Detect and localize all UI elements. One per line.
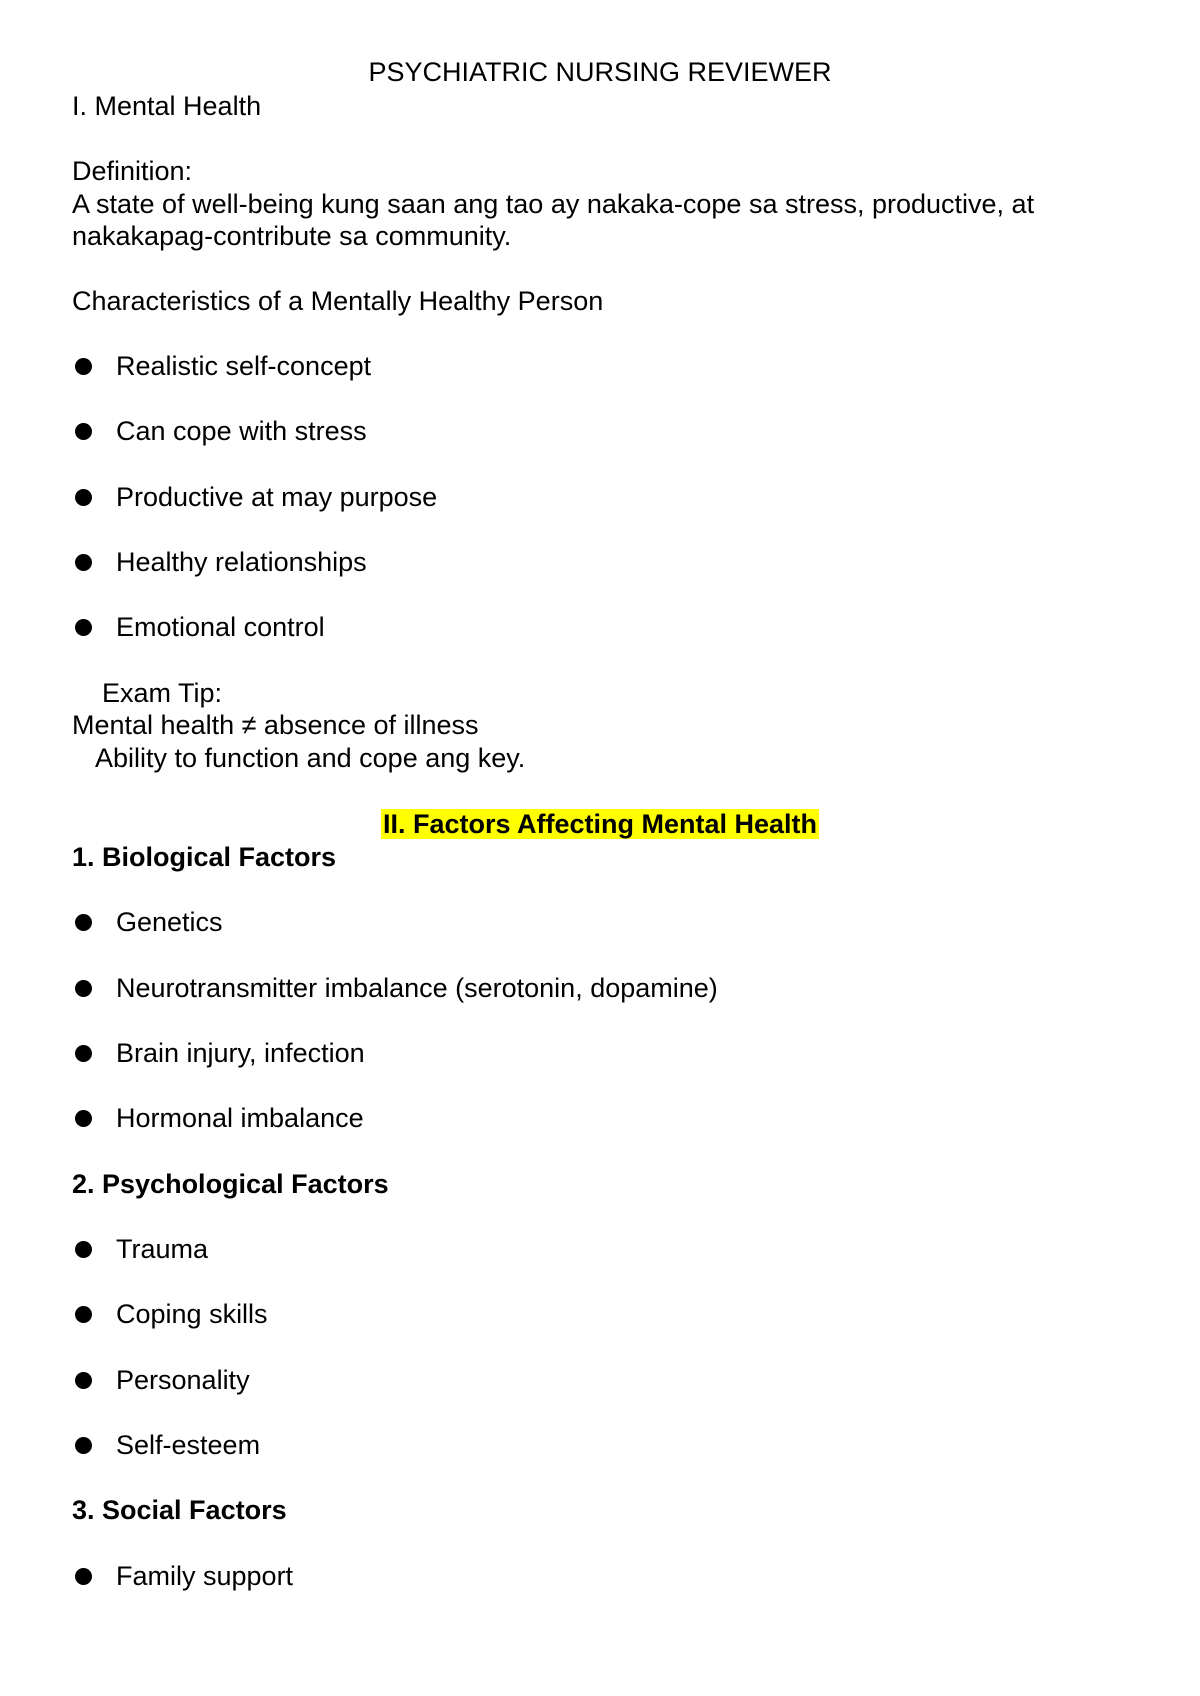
list-item [72, 1560, 293, 1592]
bullet-icon [75, 1045, 92, 1062]
list-item-text: Healthy relationships [116, 547, 367, 577]
social-factors-heading: 3. Social Factors [72, 1495, 287, 1525]
section-heading-factors [0, 808, 1200, 840]
list-item [72, 481, 437, 513]
psychological-factors-heading: 2. Psychological Factors [72, 1169, 389, 1199]
bullet-icon [75, 423, 92, 440]
list-item [72, 1298, 268, 1330]
list-item-text: Emotional control [116, 612, 325, 642]
list-item [72, 1037, 365, 1069]
list-item-text: Can cope with stress [116, 416, 367, 446]
biological-factors-heading: 1. Biological Factors [72, 842, 337, 872]
bullet-icon [75, 1372, 92, 1389]
list-item [72, 546, 367, 578]
list-item [72, 906, 223, 938]
list-item-text: Family support [116, 1561, 294, 1591]
bullet-icon [75, 1306, 92, 1323]
list-item-text: Trauma [116, 1234, 209, 1264]
list-item [72, 415, 367, 447]
list-item-text: Productive at may purpose [116, 482, 438, 512]
exam-tip-line-2: Ability to function and cope ang key. [95, 743, 526, 773]
definition-text-line-1: A state of well-being kung saan ang tao ay nakaka-cope sa stress, productive, at [72, 189, 1035, 219]
list-item-text: Hormonal imbalance [116, 1103, 364, 1133]
bullet-icon [75, 1241, 92, 1258]
definition-label: Definition: [72, 156, 193, 186]
list-item [72, 1364, 250, 1396]
list-item-text: Coping skills [116, 1299, 268, 1329]
list-item-text: Neurotransmitter imbalance (serotonin, dopamine) [116, 973, 718, 1003]
characteristics-heading: Characteristics of a Mentally Healthy Person [72, 286, 604, 316]
bullet-icon [75, 489, 92, 506]
list-item-text: Self-esteem [116, 1430, 261, 1460]
list-item [72, 1233, 208, 1265]
list-item-text: Realistic self-concept [116, 351, 372, 381]
list-item [72, 611, 325, 643]
exam-tip-label: Exam Tip: [102, 678, 223, 708]
section-heading-mental-health: I. Mental Health [72, 91, 262, 121]
bullet-icon [75, 914, 92, 931]
bullet-icon [75, 619, 92, 636]
list-item-text: Brain injury, infection [116, 1038, 365, 1068]
list-item-text: Genetics [116, 907, 223, 937]
bullet-icon [75, 1568, 92, 1585]
definition-text-line-2: nakakapag-contribute sa community. [72, 221, 512, 251]
bullet-icon [75, 1437, 92, 1454]
document-title: PSYCHIATRIC NURSING REVIEWER [368, 57, 832, 87]
bullet-icon [75, 358, 92, 375]
list-item [72, 972, 718, 1004]
list-item [72, 1429, 260, 1461]
bullet-icon [75, 1110, 92, 1127]
exam-tip-line-1: Mental health ≠ absence of illness [72, 710, 479, 740]
list-item-text: Personality [116, 1365, 250, 1395]
bullet-icon [75, 980, 92, 997]
list-item [72, 350, 371, 382]
highlighted-heading-text: II. Factors Affecting Mental Health [382, 809, 818, 839]
list-item [72, 1102, 364, 1134]
bullet-icon [75, 554, 92, 571]
